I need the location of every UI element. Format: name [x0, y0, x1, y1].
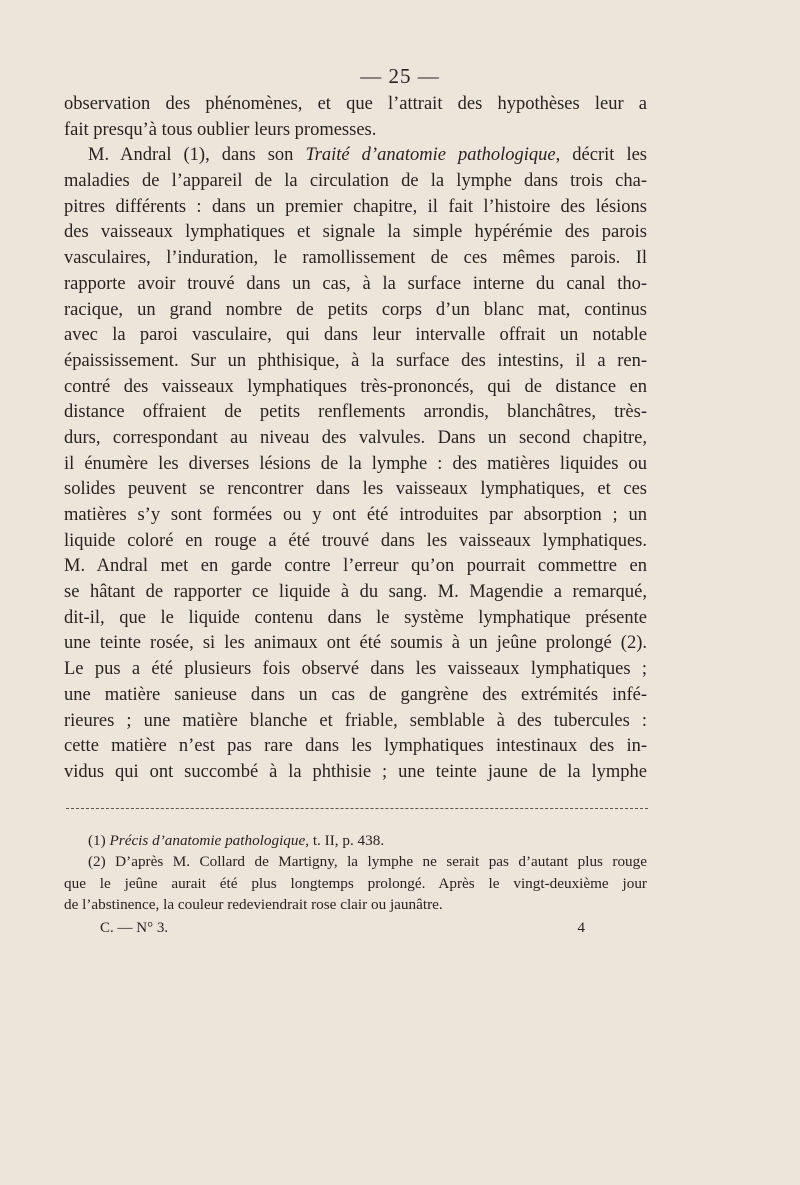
footnote-title-reference: Précis d’anatomie pathologique, — [109, 832, 310, 849]
body-line: dit-il, que le liquide contenu dans le système lymphatique présente — [64, 607, 647, 628]
body-line-text: M. Andral (1), dans son — [88, 145, 306, 166]
book-title-reference: Traité d’anatomie pathologique — [305, 145, 556, 166]
body-text — [64, 92, 647, 786]
footnote-separator — [66, 808, 648, 809]
body-line: des vaisseaux lymphatiques et signale la simple hypérémie des parois — [64, 222, 647, 243]
body-line: observation des phénomènes, et que l’attrait des hypothèses leur a — [64, 94, 647, 114]
body-line: rapporte avoir trouvé dans un cas, à la surface interne du canal tho- — [64, 273, 647, 294]
body-line: racique, un grand nombre de petits corps d’un blanc mat, continus — [64, 299, 647, 320]
body-line: matières s’y sont formées ou y ont été introduites par absorption ; un — [64, 505, 647, 525]
body-line: vidus qui ont succombé à la phthisie ; une teinte jaune de la lymphe — [64, 761, 647, 782]
body-line: M. Andral met en garde contre l’erreur qu’on pourrait commettre en — [64, 556, 647, 577]
body-line: durs, correspondant au niveau des valvules. Dans un second chapitre, — [64, 427, 647, 448]
body-line: cette matière n’est pas rare dans les lymphatiques intestinaux des in- — [64, 736, 647, 757]
footnote-1 — [64, 830, 647, 851]
footnotes — [64, 830, 647, 915]
body-line: liquide coloré en rouge a été trouvé dans les vaisseaux lymphatiques. — [64, 530, 647, 551]
footnote-2-continued: de l’abstinence, la couleur redeviendrait rose clair ou jaunâtre. — [64, 895, 443, 913]
body-line: fait presqu’à tous oublier leurs promesses. — [64, 119, 377, 140]
body-line: épaississement. Sur un phthisique, à la surface des intestins, il a ren- — [64, 350, 647, 371]
body-line: pitres différents : dans un premier chapitre, il fait l’histoire des lésions — [64, 196, 647, 217]
page-number: — 25 — — [360, 64, 440, 88]
body-line: une matière sanieuse dans un cas de gangrène des extrémités infé- — [64, 684, 647, 705]
body-line: il énumère les diverses lésions de la lymphe : des matières liquides ou — [64, 453, 647, 474]
body-line: distance offraient de petits renflements arrondis, blanchâtres, très- — [64, 402, 647, 423]
footnote-2-continued: que le jeûne aurait été plus longtemps prolongé. Après le vingt-deuxième jour — [64, 874, 647, 892]
body-line: avec la paroi vasculaire, qui dans leur intervalle offrait un notable — [64, 325, 647, 346]
printer-signature-line — [100, 917, 585, 939]
footnote-2: (2) D’après M. Collard de Martigny, la lymphe ne serait pas d’autant plus rouge — [88, 853, 647, 871]
body-line: se hâtant de rapporter ce liquide à du sang. M. Magendie a remarqué, — [64, 582, 647, 603]
body-line: contré des vaisseaux lymphatiques très-prononcés, qui de distance en — [64, 376, 647, 397]
body-line: Le pus a été plusieurs fois observé dans les vaisseaux lymphatiques ; — [64, 659, 647, 680]
body-line: vasculaires, l’induration, le ramollissement de ces mêmes parois. Il — [64, 248, 647, 269]
signature-mark: C. — N° 3. — [100, 920, 169, 936]
body-line: une teinte rosée, si les animaux ont été soumis à un jeûne prolongé (2). — [64, 633, 647, 654]
gathering-number: 4 — [577, 920, 585, 936]
body-line — [64, 143, 647, 169]
body-line: solides peuvent se rencontrer dans les vaisseaux lymphatiques, et ces — [64, 479, 647, 500]
body-line-text: , décrit les — [555, 145, 647, 166]
body-line: maladies de l’appareil de la circulation de la lymphe dans trois cha- — [64, 171, 647, 192]
footnote-text: (1) — [88, 832, 110, 849]
footnote-text: t. II, p. 438. — [309, 832, 385, 849]
body-line: rieures ; une matière blanche et friable, semblable à des tubercules : — [64, 710, 647, 731]
